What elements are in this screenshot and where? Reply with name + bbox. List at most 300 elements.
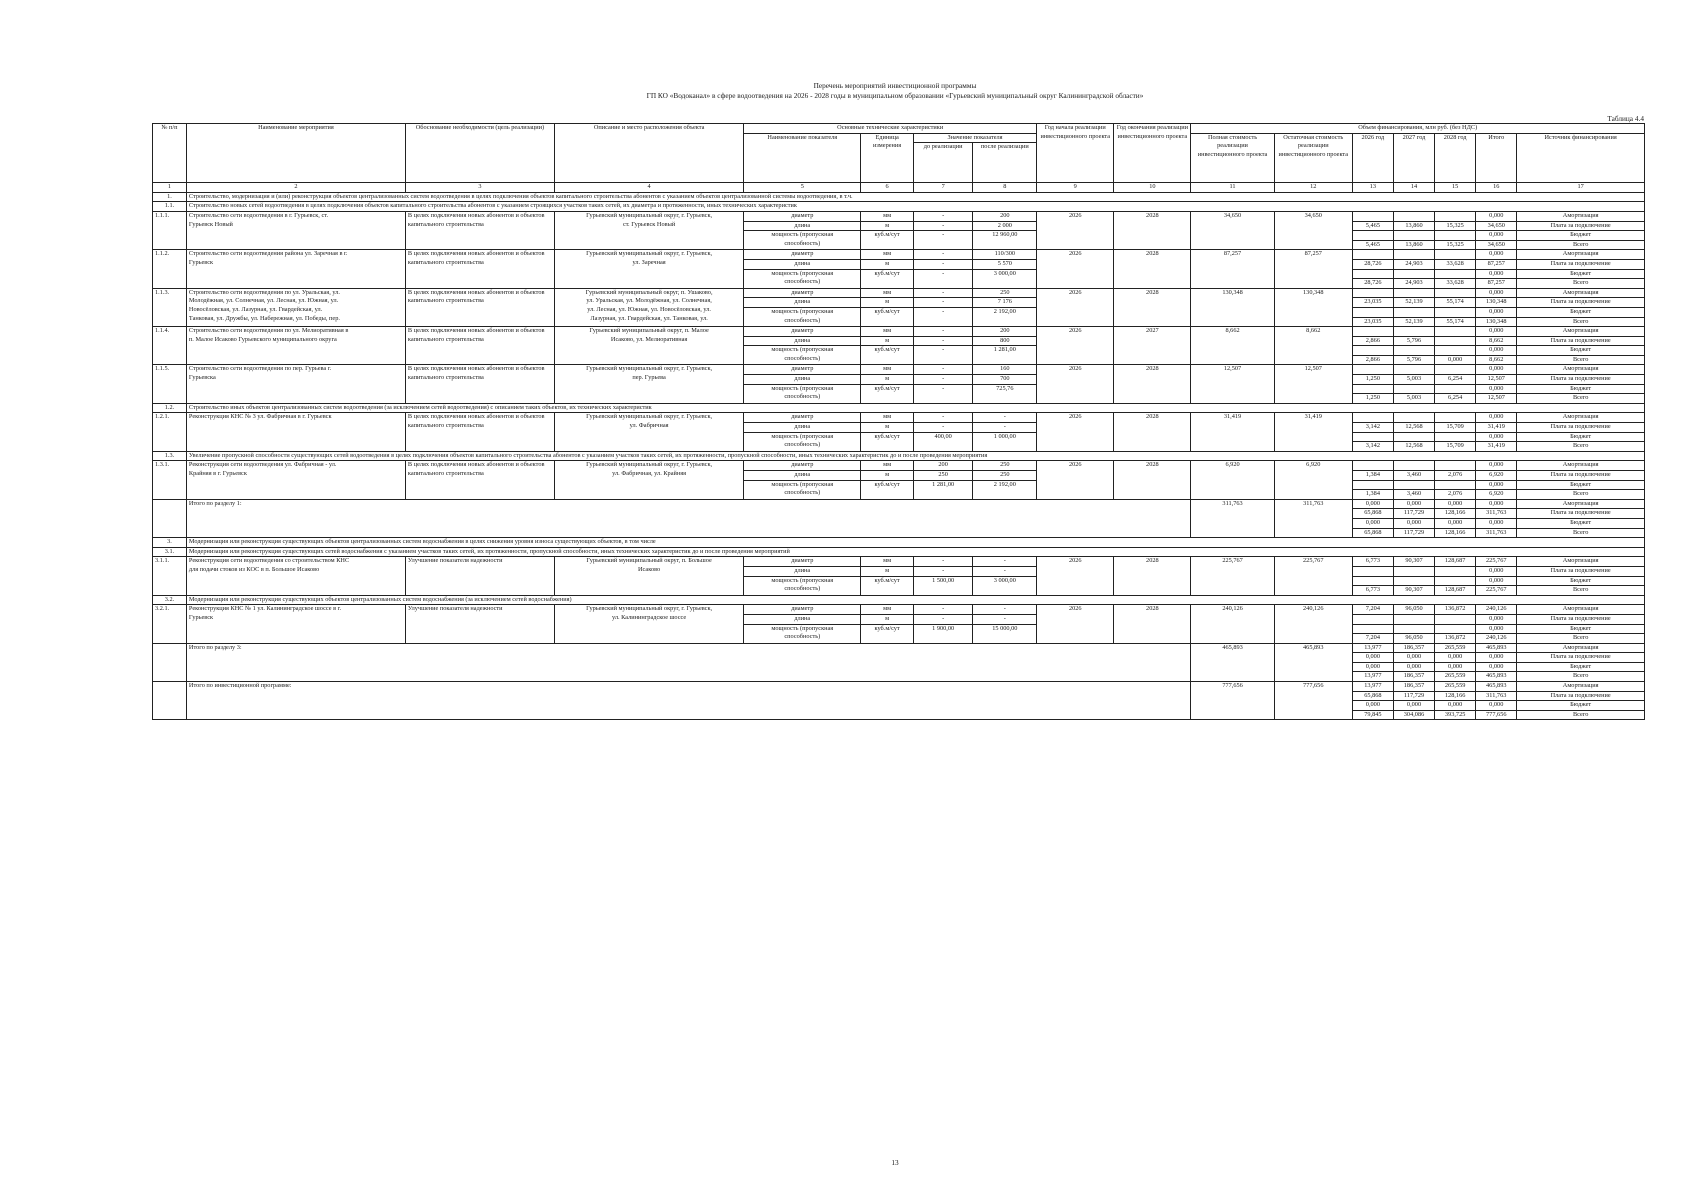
finance-source: Амортизация [1517,682,1645,692]
column-header: Основные технические характеристики [744,124,1037,134]
finance-value: 0,000 [1476,307,1517,317]
total-label: Итого по разделу 1: [186,499,1190,537]
finance-source: Всего [1517,355,1645,365]
item-name [186,250,405,288]
finance-value: 225,767 [1476,586,1517,596]
finance-value: 0,000 [1476,566,1517,576]
residual-cost: 130,348 [1274,288,1352,326]
cell-line: ул. Лесная, ул. Южная, ул. Новосёловская, ул. [587,305,711,313]
value-after: - [973,605,1037,615]
column-number: 6 [861,183,913,193]
value-after: 5 570 [973,259,1037,269]
finance-value: 5,796 [1393,336,1434,346]
value-after: - [973,413,1037,423]
table-row [153,461,1645,471]
finance-value [1393,211,1434,221]
param-name [744,269,861,288]
finance-value: 34,650 [1476,221,1517,231]
finance-value: 34,650 [1476,240,1517,250]
value-before: - [913,327,973,337]
finance-value: 3,142 [1352,423,1393,433]
finance-source: Плата за подключение [1517,221,1645,231]
cell-line: мощность (пропускная [771,346,834,354]
finance-source: Бюджет [1517,662,1645,672]
cell-line: Строительство сети водоотведения по ул. Уральская, ул. [188,288,340,296]
param-unit: куб.м/сут [861,346,913,365]
column-header: № п/п [153,124,187,183]
residual-cost: 87,257 [1274,250,1352,288]
cell-line: Гурьевска [188,374,216,382]
column-number: 1 [153,183,187,193]
value-before: - [913,413,973,423]
table-row [153,413,1645,423]
value-before: - [913,307,973,326]
value-before: - [913,566,973,576]
param-name: диаметр [744,605,861,615]
cell-line: мощность (пропускная [771,624,834,632]
finance-source: Всего [1517,317,1645,327]
finance-value: 23,035 [1352,317,1393,327]
cell-line: Танковая, ул. Дружбы, ул. Набережная, ул. Победы, пер. [188,314,340,322]
param-name [744,576,861,595]
full-cost: 34,650 [1191,211,1274,249]
finance-value: 13,860 [1393,221,1434,231]
finance-value: 55,174 [1435,317,1476,327]
finance-value [1352,250,1393,260]
cell-line: мощность (пропускная [771,432,834,440]
item-number: 1.2.1. [153,413,187,451]
param-unit: м [861,566,913,576]
param-unit: мм [861,557,913,567]
value-before: - [913,298,973,308]
column-header: Наименование мероприятия [186,124,405,183]
column-number: 8 [973,183,1037,193]
column-header: Наименование показателя [744,133,861,183]
full-cost: 87,257 [1191,250,1274,288]
finance-value: 0,000 [1393,662,1434,672]
cell-line: Новосёловская, ул. Лазурная, ул. Гвардейская, ул. [188,305,323,313]
start-year: 2026 [1037,211,1114,249]
finance-source: Всего [1517,442,1645,452]
finance-value: 87,257 [1476,279,1517,289]
residual-cost: 240,126 [1274,605,1352,643]
param-name: диаметр [744,461,861,471]
cell-line: Исаково, ул. Мелиоративная [610,335,688,343]
finance-value: 3,142 [1352,442,1393,452]
finance-value: 12,507 [1476,394,1517,404]
residual-cost: 34,650 [1274,211,1352,249]
finance-value [1393,365,1434,375]
param-name: диаметр [744,211,861,221]
finance-value: 0,000 [1476,413,1517,423]
finance-source: Амортизация [1517,250,1645,260]
section-number: 1.1. [153,202,187,212]
finance-value [1435,365,1476,375]
value-after: - [973,423,1037,433]
value-after: 200 [973,211,1037,221]
finance-value: 5,003 [1393,375,1434,385]
finance-value: 8,662 [1476,336,1517,346]
cell-line: мощность (пропускная [771,576,834,584]
finance-value: 0,000 [1393,653,1434,663]
total-row [153,682,1645,692]
section-row [153,547,1645,557]
cell-line: Строительство сети водоотведения в г. Гурьевск, ст. [188,211,329,219]
value-before: - [913,269,973,288]
finance-value [1352,211,1393,221]
param-unit: куб.м/сут [861,307,913,326]
item-name [186,288,405,326]
full-cost: 240,126 [1191,605,1274,643]
finance-source: Бюджет [1517,231,1645,241]
finance-value: 0,000 [1476,576,1517,586]
finance-value: 186,357 [1393,643,1434,653]
finance-value [1435,336,1476,346]
value-after: 250 [973,461,1037,471]
finance-value: 15,325 [1435,221,1476,231]
item-justification: В целях подключения новых абонентов и объектов капитального строительства [405,365,554,403]
item-justification: Улучшение показателя надежности [405,557,554,595]
column-header: 2026 год [1352,133,1393,183]
value-before: - [913,250,973,260]
finance-value: 12,507 [1476,375,1517,385]
finance-source: Бюджет [1517,480,1645,490]
total-label: Итого по инвестиционной программе: [186,682,1190,720]
column-header: Остаточная стоимость реализации инвестиционного проекта [1274,133,1352,183]
cell-line: Крайняя в г. Гурьевск [188,470,247,477]
item-name [186,461,405,499]
finance-source: Бюджет [1517,432,1645,442]
cell-line: пер. Гурьева [632,374,666,382]
param-unit: куб.м/сут [861,384,913,403]
finance-source: Всего [1517,710,1645,720]
item-location [555,605,744,643]
finance-source: Плата за подключение [1517,375,1645,385]
finance-value [1352,461,1393,471]
finance-value: 6,920 [1476,490,1517,500]
value-before: - [913,614,973,624]
value-before: 1 500,00 [913,576,973,595]
finance-value: 0,000 [1476,211,1517,221]
end-year: 2028 [1114,211,1191,249]
start-year: 2026 [1037,365,1114,403]
total-residual-cost: 777,656 [1274,682,1352,720]
start-year: 2026 [1037,413,1114,451]
item-location [555,365,744,403]
item-number: 1.1.4. [153,327,187,365]
finance-source: Бюджет [1517,518,1645,528]
finance-value: 128,166 [1435,691,1476,701]
end-year: 2027 [1114,327,1191,365]
value-after: 2 192,00 [973,480,1037,499]
finance-value: 55,174 [1435,298,1476,308]
value-after: 800 [973,336,1037,346]
finance-value [1435,413,1476,423]
finance-value: 0,000 [1476,614,1517,624]
item-number: 3.1.1. [153,557,187,595]
item-number: 1.3.1. [153,461,187,499]
finance-value: 0,000 [1476,499,1517,509]
finance-value: 186,357 [1393,672,1434,682]
cell-line: Гурьевский муниципальный округ, г. Гурьевск, [586,365,713,373]
param-name [744,624,861,643]
column-header: Итого [1476,133,1517,183]
param-name [744,480,861,499]
finance-value: 12,568 [1393,423,1434,433]
finance-value: 265,559 [1435,672,1476,682]
section-title: Строительство, модернизация и (или) реконструкция объектов централизованных систем водоотведения в целях подключения объектов капитального строительства абонентов с указанием объектов централизованной системы водоотведения, в т.ч. [186,192,1644,202]
finance-value: 265,559 [1435,682,1476,692]
start-year: 2026 [1037,327,1114,365]
finance-value [1435,576,1476,586]
item-name [186,211,405,249]
total-residual-cost: 311,763 [1274,499,1352,537]
finance-value [1435,211,1476,221]
finance-source: Амортизация [1517,557,1645,567]
cell-line: Гурьевский муниципальный округ, п. Ушаково, [585,288,713,296]
finance-value: 87,257 [1476,259,1517,269]
finance-value: 311,763 [1476,528,1517,538]
finance-value: 96,050 [1393,605,1434,615]
finance-value: 90,307 [1393,557,1434,567]
finance-source: Бюджет [1517,269,1645,279]
item-justification: Улучшение показателя надежности [405,605,554,643]
finance-source: Амортизация [1517,365,1645,375]
finance-value: 3,460 [1393,471,1434,481]
finance-source: Всего [1517,672,1645,682]
finance-value: 23,035 [1352,298,1393,308]
column-header: Обоснование необходимости (цель реализации) [405,124,554,183]
finance-value [1435,307,1476,317]
cell-line: п. Малое Исаково Гурьевского муниципального округа [188,335,337,343]
column-number: 5 [744,183,861,193]
finance-value [1435,566,1476,576]
finance-value: 1,384 [1352,471,1393,481]
finance-value: 15,709 [1435,423,1476,433]
param-unit: м [861,336,913,346]
end-year: 2028 [1114,461,1191,499]
value-before: 250 [913,471,973,481]
value-after: 1 281,00 [973,346,1037,365]
param-name: длина [744,298,861,308]
finance-source: Плата за подключение [1517,298,1645,308]
finance-value: 311,763 [1476,509,1517,519]
section-row [153,202,1645,212]
finance-value: 2,076 [1435,471,1476,481]
cell-line: способность) [784,316,821,324]
cell-line: ул. Заречная [632,258,666,266]
item-location [555,557,744,595]
finance-value: 0,000 [1476,365,1517,375]
value-before: - [913,605,973,615]
document-title [0,81,1697,101]
item-location [555,250,744,288]
finance-value: 0,000 [1476,231,1517,241]
total-row [153,499,1645,509]
param-unit: куб.м/сут [861,576,913,595]
finance-value: 52,139 [1393,298,1434,308]
param-name: длина [744,336,861,346]
cell-line: способность) [784,585,821,593]
page-number: 13 [891,1158,899,1167]
finance-value: 65,868 [1352,509,1393,519]
item-name [186,365,405,403]
finance-source: Плата за подключение [1517,336,1645,346]
finance-source: Плата за подключение [1517,509,1645,519]
param-unit: м [861,423,913,433]
cell-line: способность) [784,393,821,401]
item-number: 1.1.3. [153,288,187,326]
cell-line: Реконструкция КНС № 3 ул. Фабричная в г. Гурьевск [188,413,332,421]
value-before: - [913,365,973,375]
item-name [186,557,405,595]
end-year: 2028 [1114,288,1191,326]
finance-value [1435,432,1476,442]
section-row [153,192,1645,202]
column-number: 9 [1037,183,1114,193]
finance-value: 0,000 [1476,288,1517,298]
item-name [186,605,405,643]
finance-value [1435,327,1476,337]
item-location [555,211,744,249]
finance-value [1393,576,1434,586]
finance-value [1435,461,1476,471]
full-cost: 6,920 [1191,461,1274,499]
section-number: 3. [153,538,187,548]
finance-value [1352,346,1393,356]
finance-value [1393,432,1434,442]
finance-value: 6,920 [1476,471,1517,481]
param-unit: мм [861,211,913,221]
table-row [153,605,1645,615]
residual-cost: 12,507 [1274,365,1352,403]
cell-line: Реконструкция КНС № 1 ул. Калининградское шоссе в г. [188,605,342,613]
finance-value: 52,139 [1393,317,1434,327]
finance-value: 5,796 [1393,355,1434,365]
finance-value [1393,461,1434,471]
end-year: 2028 [1114,365,1191,403]
start-year: 2026 [1037,605,1114,643]
param-name: длина [744,614,861,624]
value-before: 1 281,00 [913,480,973,499]
finance-value: 117,729 [1393,509,1434,519]
value-after: - [973,566,1037,576]
finance-value: 0,000 [1476,327,1517,337]
finance-value [1352,231,1393,241]
section-number: 1. [153,192,187,202]
title-line-2: ГП КО «Водоканал» в сфере водоотведения на 2026 - 2028 годы в муниципальном образовании «Гурьевский муниципальный округ Калининградской области» [646,91,1144,100]
finance-value: 136,872 [1435,605,1476,615]
finance-value: 0,000 [1476,250,1517,260]
finance-value [1352,432,1393,442]
finance-value [1352,307,1393,317]
header-row [153,124,1645,134]
column-number: 16 [1476,183,1517,193]
finance-value [1352,566,1393,576]
value-before: - [913,384,973,403]
column-header: Объем финансирования, млн руб. (без НДС) [1191,124,1645,134]
finance-value [1352,624,1393,634]
finance-value: 0,000 [1476,653,1517,663]
finance-value: 265,559 [1435,643,1476,653]
value-after: 250 [973,288,1037,298]
table-number: Таблица 4.4 [1607,114,1644,123]
finance-source: Амортизация [1517,327,1645,337]
column-number: 10 [1114,183,1191,193]
finance-value: 33,628 [1435,259,1476,269]
cell-line: ул. Фабричная, ул. Крайняя [612,470,687,477]
table-row [153,327,1645,337]
finance-source: Амортизация [1517,288,1645,298]
cell-line: мощность (пропускная [771,307,834,315]
finance-value: 117,729 [1393,528,1434,538]
value-after: 2 192,00 [973,307,1037,326]
item-location [555,461,744,499]
finance-value: 3,460 [1393,490,1434,500]
item-justification: В целях подключения новых абонентов и объектов капитального строительства [405,413,554,451]
total-spacer [153,682,187,720]
finance-value: 5,465 [1352,221,1393,231]
finance-source: Плата за подключение [1517,614,1645,624]
cell-line: способность) [784,354,821,362]
finance-value [1352,365,1393,375]
cell-line: Гурьевский муниципальный округ, г. Гурьевск, [586,211,713,219]
finance-value [1393,288,1434,298]
column-header: Полная стоимость реализации инвестиционного проекта [1191,133,1274,183]
finance-value: 0,000 [1352,653,1393,663]
finance-value: 0,000 [1476,461,1517,471]
cell-line: мощность (пропускная [771,480,834,488]
item-number: 1.1.2. [153,250,187,288]
column-header: Источник финансирования [1517,133,1645,183]
cell-line: Молодёжная, ул. Солнечная, ул. Лесная, ул. Южная, ул. [188,297,339,305]
finance-value: 15,325 [1435,240,1476,250]
total-full-cost: 311,763 [1191,499,1274,537]
param-name: длина [744,221,861,231]
column-number: 15 [1435,183,1476,193]
header-number-row [153,183,1645,193]
value-before: - [913,346,973,365]
column-number: 2 [186,183,405,193]
value-before: - [913,423,973,433]
cell-line: ст. Гурьевск Новый [622,220,676,228]
param-name [744,307,861,326]
param-unit: куб.м/сут [861,624,913,643]
param-unit: мм [861,250,913,260]
residual-cost: 6,920 [1274,461,1352,499]
finance-value: 28,726 [1352,259,1393,269]
section-row [153,403,1645,413]
param-unit: мм [861,365,913,375]
cell-line: Строительство сети водоотведения по пер. Гурьева г. [188,365,332,373]
cell-line: ул. Фабричная [629,422,669,430]
column-number: 4 [555,183,744,193]
value-after: 3 000,00 [973,269,1037,288]
finance-value: 13,977 [1352,643,1393,653]
cell-line: Исаково [638,565,661,573]
finance-value: 0,000 [1435,355,1476,365]
section-title: Строительство новых сетей водоотведения в целях подключения объектов капитального строительства абонентов с указанием строящихся участков таких сетей, их диаметра и протяженности, иных технических характеристик [186,202,1644,212]
finance-source: Плата за подключение [1517,423,1645,433]
finance-value: 117,729 [1393,691,1434,701]
column-header: до реализации [913,143,973,183]
value-before: - [913,288,973,298]
finance-source: Всего [1517,528,1645,538]
finance-value [1435,231,1476,241]
total-residual-cost: 465,893 [1274,643,1352,681]
finance-value [1352,576,1393,586]
value-after: 15 000,00 [973,624,1037,643]
